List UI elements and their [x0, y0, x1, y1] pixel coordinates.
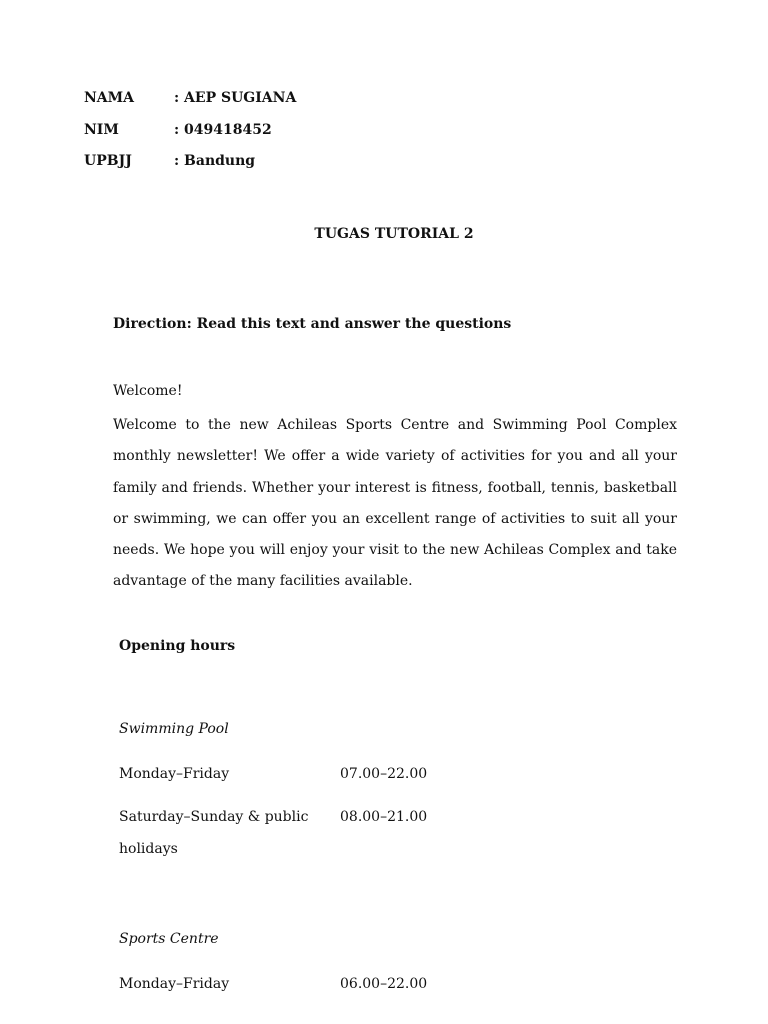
hours-days: Saturday–Sunday & public holidays	[119, 809, 309, 857]
nim-value: : 049418452	[174, 122, 272, 138]
document-title: TUGAS TUTORIAL 2	[314, 226, 474, 242]
hours-time: 06.00–22.00	[340, 976, 428, 992]
hours-days: Monday–Friday	[119, 766, 230, 782]
hours-days: Monday–Friday	[119, 976, 230, 992]
hours-time: 08.00–21.00	[340, 809, 428, 825]
hours-time: 07.00–22.00	[340, 766, 428, 782]
upbjj-label: UPBJJ	[84, 153, 132, 169]
swimming-pool-label: Swimming Pool	[119, 721, 229, 737]
upbjj-value: : Bandung	[174, 153, 256, 169]
name-value: : AEP SUGIANA	[174, 90, 297, 106]
sports-centre-label: Sports Centre	[119, 931, 219, 947]
name-label: NAMA	[84, 90, 135, 106]
welcome-heading: Welcome!	[113, 383, 183, 399]
direction-text: Direction: Read this text and answer the questions	[113, 316, 512, 332]
nim-label: NIM	[84, 122, 119, 138]
welcome-paragraph: Welcome to the new Achileas Sports Centre and Swimming Pool Complex monthly newsletter! We offer a wide variety of activities for you and all your family and friends. Whether your interest is fitness, football, tennis, basketball or swimming, we can offer you an excellent range of activities to suit all your needs. We hope you will enjoy your visit to the new Achileas Complex and take advantage of the many facilities available.	[113, 417, 677, 590]
opening-hours-heading: Opening hours	[119, 638, 236, 654]
